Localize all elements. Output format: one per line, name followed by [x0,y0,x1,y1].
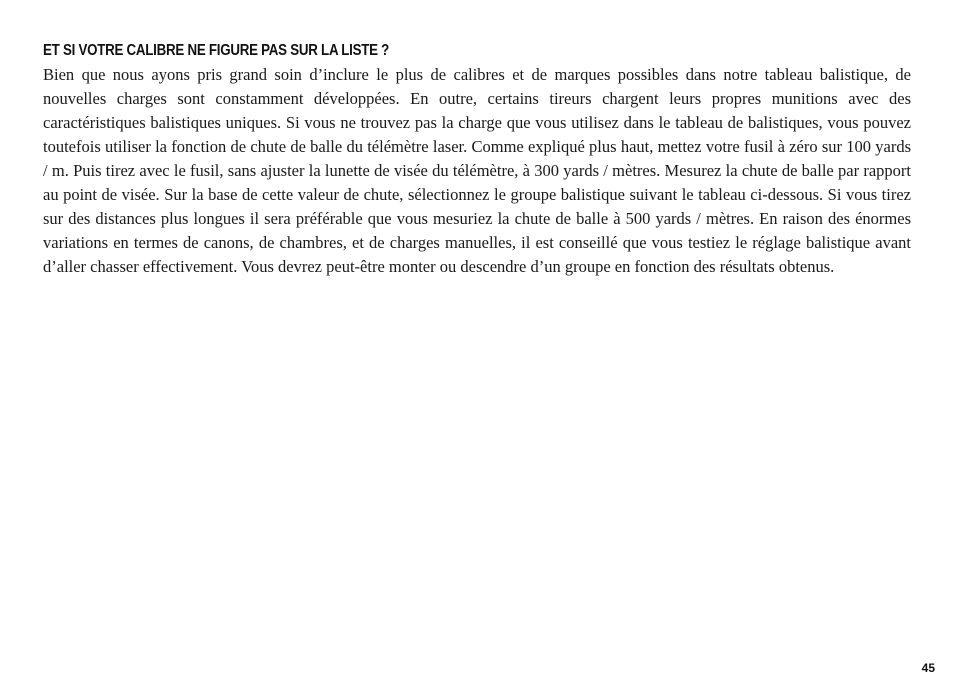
section-heading: ET SI VOTRE CALIBRE NE FIGURE PAS SUR LA LISTE ? [43,42,390,59]
content-area [43,40,911,279]
body-paragraph: Bien que nous ayons pris grand soin d’inclure le plus de calibres et de marques possibles dans notre tableau balistique, de nouvelles charges sont constamment développées. En outre, certains tireurs chargent leurs propres munitions avec des caractéristiques balistiques uniques. Si vous ne trouvez pas la charge que vous utilisez dans le tableau de balistiques, vous pouvez toutefois utiliser la fonction de chute de balle du télémètre laser. Comme expliqué plus haut, mettez votre fusil à zéro sur 100 yards / m. Puis tirez avec le fusil, sans ajuster la lunette de visée du télémètre, à 300 yards / mètres. Mesurez la chute de balle par rapport au point de visée. Sur la base de cette valeur de chute, sélectionnez le groupe balistique suivant le tableau ci-dessous. Si vous tirez sur des distances plus longues il sera préférable que vous mesuriez la chute de balle à 500 yards / mètres. En raison des énormes variations en termes de canons, de chambres, et de charges manuelles, il est conseillé que vous testiez le réglage balistique avant d’aller chasser effectivement. Vous devrez peut-être monter ou descendre d’un groupe en fonction des résultats obtenus. [43,65,911,276]
page-number: 45 [921,661,935,675]
